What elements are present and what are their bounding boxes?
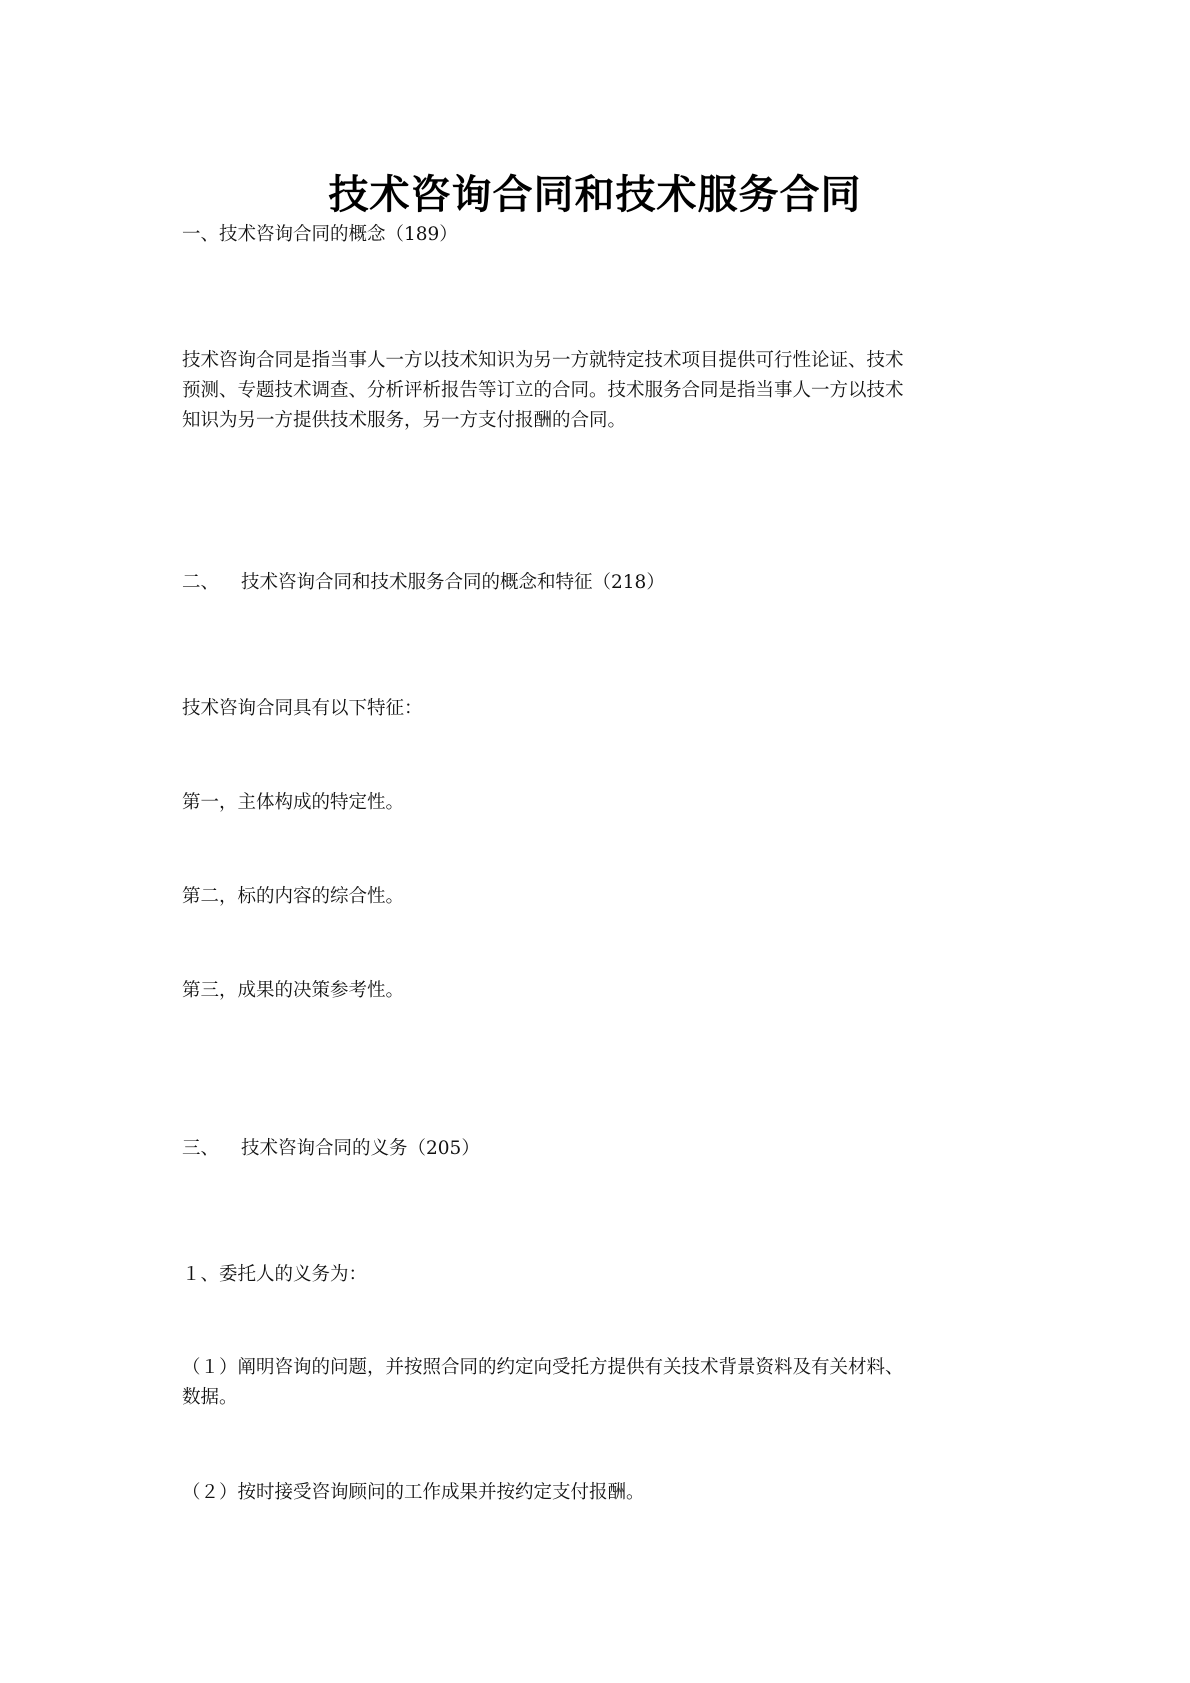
section1-body-line: 技术咨询合同是指当事人一方以技术知识为另一方就特定技术项目提供可行性论证、技术: [182, 350, 904, 371]
feature-item: 第二，标的内容的综合性。: [182, 886, 405, 907]
section3-heading: 技术咨询合同的义务（205）: [241, 1138, 480, 1159]
section3-heading-row: [182, 1134, 480, 1164]
section2-heading: 技术咨询合同和技术服务合同的概念和特征（218）: [241, 572, 665, 593]
obligation-item: [182, 1353, 1012, 1413]
section2-heading-row: [182, 568, 665, 598]
section1-body: [182, 346, 1012, 436]
obligation-line: 数据。: [182, 1387, 238, 1408]
feature-item: 第一，主体构成的特定性。: [182, 792, 405, 813]
section1-body-line: 知识为另一方提供技术服务，另一方支付报酬的合同。: [182, 410, 627, 431]
feature-item: 第三，成果的决策参考性。: [182, 980, 405, 1001]
section1-body-line: 预测、专题技术调查、分析评析报告等订立的合同。技术服务合同是指当事人一方以技术: [182, 380, 904, 401]
obligation-item: （２）按时接受咨询顾问的工作成果并按约定支付报酬。: [182, 1482, 645, 1503]
section3-subheading: １、委托人的义务为：: [182, 1264, 368, 1285]
section2-number: 二、: [182, 572, 220, 593]
section2-intro: 技术咨询合同具有以下特征：: [182, 698, 423, 719]
section1-heading: 一、技术咨询合同的概念（189）: [182, 224, 458, 245]
obligation-line: （１）阐明咨询的问题，并按照合同的约定向受托方提供有关技术背景资料及有关材料、: [182, 1357, 904, 1378]
document-title: 技术咨询合同和技术服务合同: [328, 172, 862, 218]
section3-number: 三、: [182, 1138, 220, 1159]
